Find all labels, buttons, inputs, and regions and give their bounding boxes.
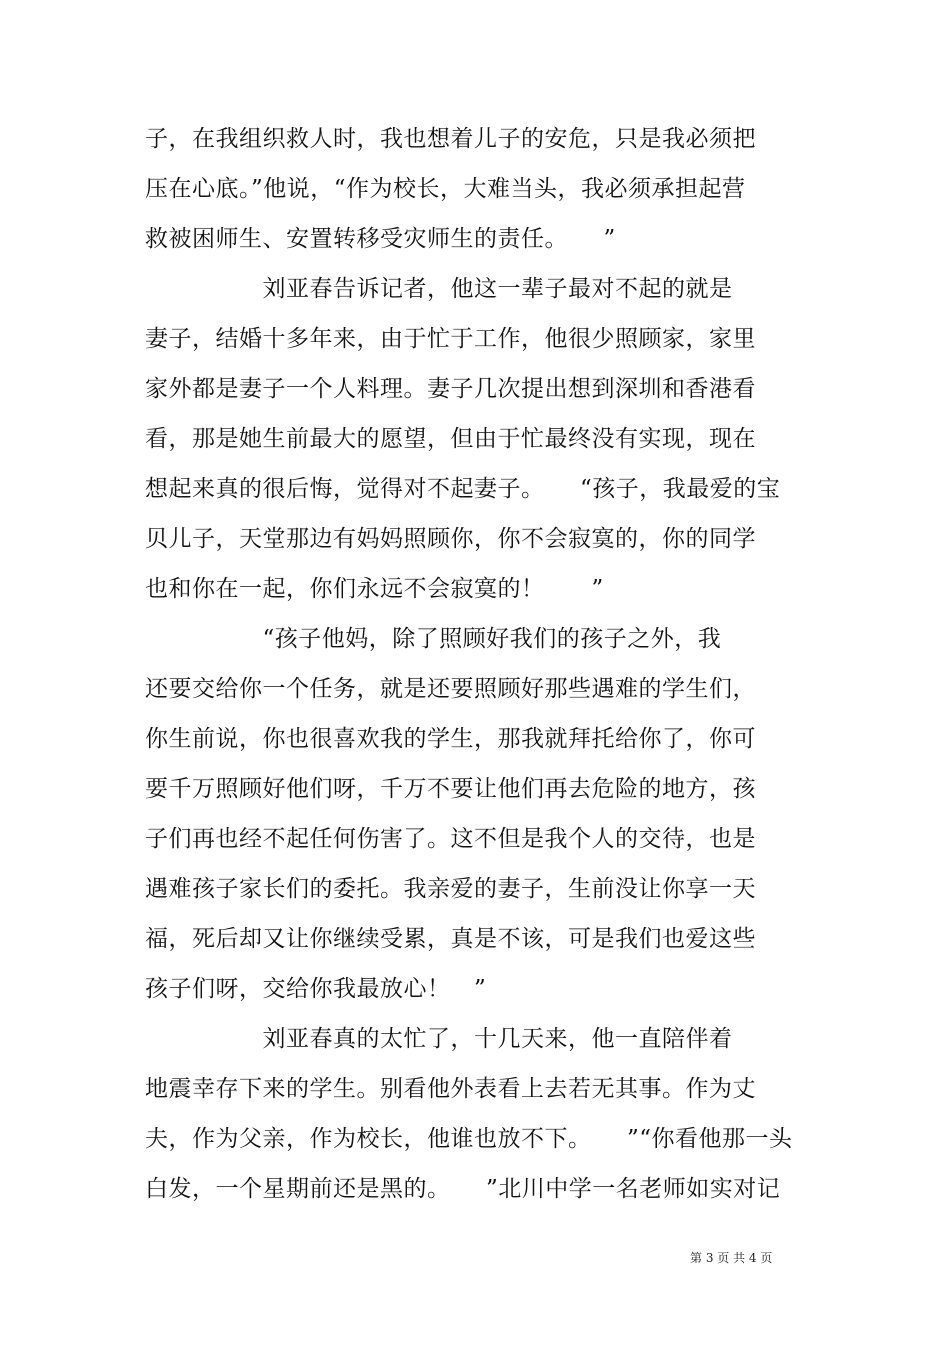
- text-line: 想起来真的很后悔，觉得对不起妻子。 “孩子，我最爱的宝: [145, 476, 781, 502]
- text-line: 孩子们呀，交给你我最放心！ ”: [145, 976, 487, 1002]
- text-line: 救被困师生、安置转移受灾师生的责任。 ”: [145, 226, 616, 252]
- text-line: 遇难孩子家长们的委托。我亲爱的妻子，生前没让你享一天: [145, 876, 756, 902]
- text-line: 也和你在一起，你们永远不会寂寞的！ ”: [145, 576, 604, 602]
- text-line: 白发，一个星期前还是黑的。 ”北川中学一名老师如实对记: [145, 1176, 781, 1202]
- text-line: 福，死后却又让你继续受累，真是不该，可是我们也爱这些: [145, 926, 756, 952]
- text-line: 地震幸存下来的学生。别看他外表看上去若无其事。作为丈: [145, 1076, 756, 1102]
- text-line: 子，在我组织救人时，我也想着儿子的安危，只是我必须把: [145, 126, 756, 152]
- text-line: 压在心底。”他说，“作为校长，大难当头，我必须承担起营: [145, 176, 746, 202]
- text-line: 家外都是妻子一个人料理。妻子几次提出想到深圳和香港看: [145, 376, 756, 402]
- text-line: 妻子，结婚十多年来，由于忙于工作，他很少照顾家，家里: [145, 326, 756, 352]
- page-number-footer: 第 3 页 共 4 页: [690, 1251, 773, 1265]
- text-line: 看，那是她生前最大的愿望，但由于忙最终没有实现，现在: [145, 426, 756, 452]
- text-line: 刘亚春告诉记者，他这一辈子最对不起的就是: [145, 276, 733, 302]
- text-line: 要千万照顾好他们呀，千万不要让他们再去危险的地方，孩: [145, 776, 756, 802]
- text-line: 你生前说，你也很喜欢我的学生，那我就拜托给你了，你可: [145, 726, 756, 752]
- text-line: 刘亚春真的太忙了，十几天来，他一直陪伴着: [145, 1026, 733, 1052]
- text-line: “孩子他妈，除了照顾好我们的孩子之外，我: [145, 626, 722, 652]
- text-line: 贝儿子，天堂那边有妈妈照顾你，你不会寂寞的，你的同学: [145, 526, 756, 552]
- text-line: 子们再也经不起任何伤害了。这不但是我个人的交待，也是: [145, 826, 756, 852]
- text-line: 还要交给你一个任务，就是还要照顾好那些遇难的学生们，: [145, 676, 756, 702]
- text-line: 夫，作为父亲，作为校长，他谁也放不下。 ”“你看他那一头: [145, 1126, 793, 1152]
